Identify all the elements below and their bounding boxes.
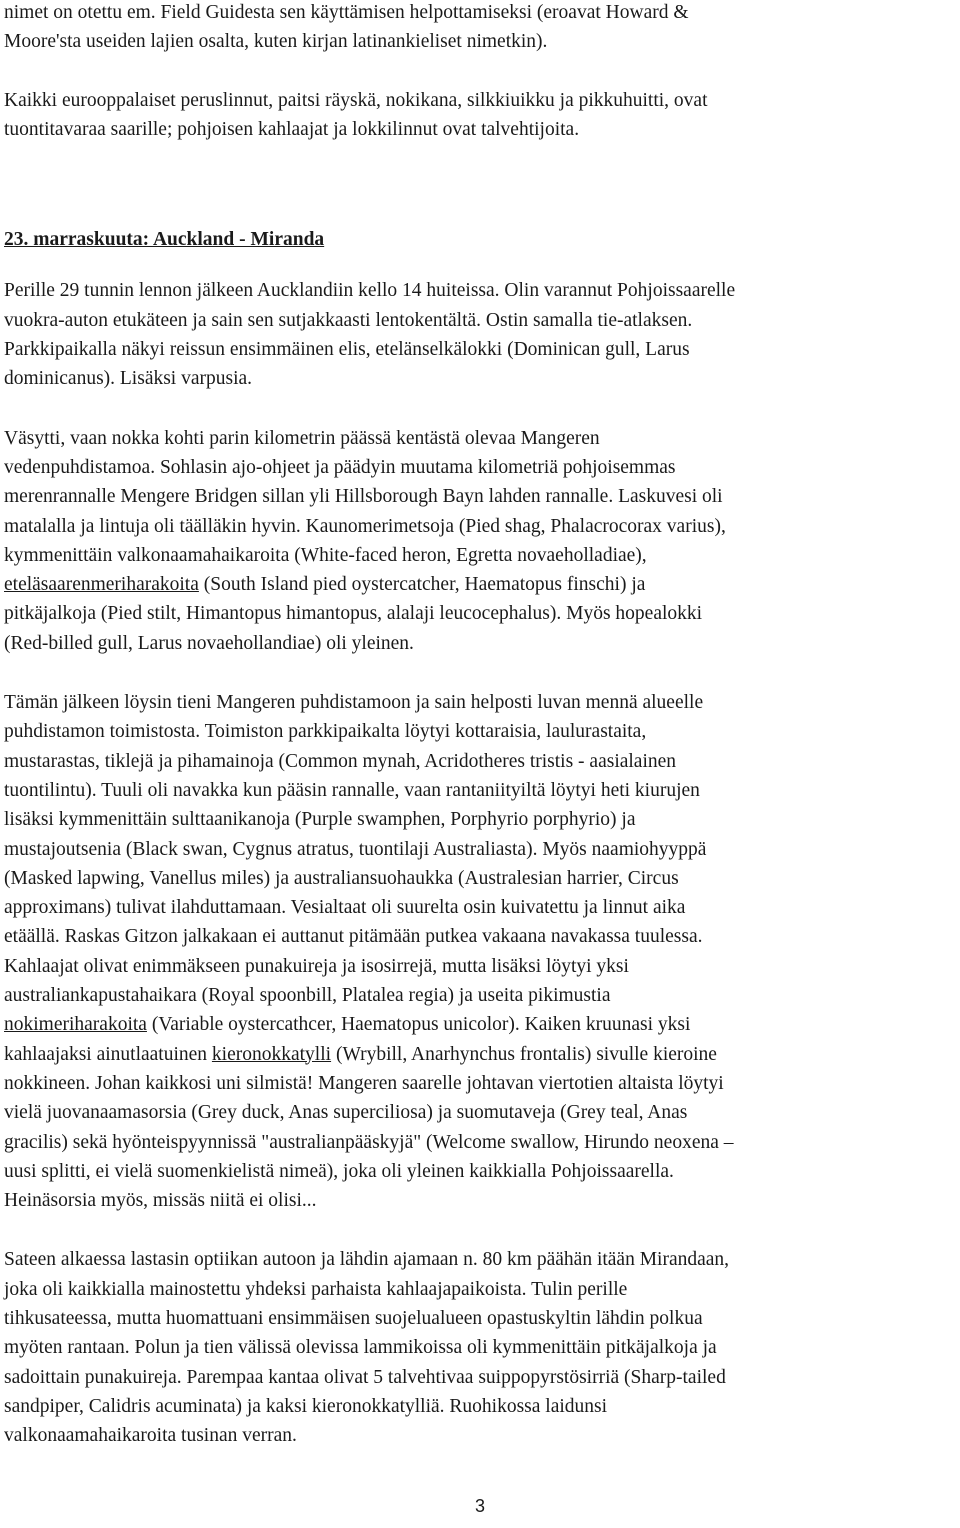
text-fragment: (Variable oystercathcer, Haematopus unicolor). Kaiken kruunasi yksi	[146, 1014, 691, 1036]
text-fragment: kahlaajaksi ainutlaatuinen	[4, 1043, 212, 1065]
text-line: vedenpuhdistamoa. Sohlasin ajo-ohjeet ja päädyin muutama kilometriä pohjoisemmas	[4, 456, 676, 478]
text-fragment: (Wrybill, Anarhynchus frontalis) sivulle kieroine	[331, 1043, 717, 1065]
text-line: (Red-billed gull, Larus novaehollandiae) oli yleinen.	[4, 632, 414, 654]
text-line: merenrannalle Mengere Bridgen sillan yli Hillsborough Bayn lahden rannalle. Laskuvesi oli	[4, 486, 723, 508]
text-line: nimet on otettu em. Field Guidesta sen käyttämisen helpottamiseksi (eroavat Howard &	[4, 2, 689, 23]
text-line: Heinäsorsia myös, missäs niitä ei olisi...	[4, 1190, 317, 1212]
text-line: etäällä. Raskas Gitzon jalkakaan ei auttanut pitämään putkea vakaana navakassa tuulessa.	[4, 926, 703, 948]
text-line: (Masked lapwing, Vanellus miles) ja australiansuohaukka (Australesian harrier, Circus	[4, 867, 679, 889]
text-line: sadoittain punakuireja. Parempaa kantaa olivat 5 talvehtivaa suippopyrstösirriä (Sharp-tailed	[4, 1366, 726, 1388]
text-line: lisäksi kymmenittäin sulttaanikanoja (Purple swamphen, Porphyrio porphyrio) ja	[4, 809, 636, 831]
species-link-variable-oystercatcher[interactable]: nokimeriharakoita	[4, 1014, 147, 1036]
text-line: australiankapustahaikara (Royal spoonbill, Platalea regia) ja useita pikimustia	[4, 985, 611, 1007]
text-line: sandpiper, Calidris acuminata) ja kaksi kieronokkatylliä. Ruohikossa laidunsi	[4, 1395, 608, 1417]
text-line: Moore'sta useiden lajien osalta, kuten kirjan latinankieliset nimetkin).	[4, 31, 548, 53]
mangere-paragraph	[4, 424, 956, 658]
text-line: mustarastas, tiklejä ja pihamainoja (Common mynah, Acridotheres tristis - aasialainen	[4, 750, 677, 772]
text-line: Tämän jälkeen löysin tieni Mangeren puhdistamoon ja sain helposti luvan mennä alueelle	[4, 692, 704, 714]
arrival-paragraph	[4, 276, 956, 393]
text-line: uusi splitti, ei vielä suomenkielistä nimeä), joka oli yleinen kaikkialla Pohjoissaarella.	[4, 1160, 674, 1182]
text-line	[4, 1040, 956, 1069]
text-line	[4, 1010, 956, 1039]
text-line: Perille 29 tunnin lennon jälkeen Aucklandiin kello 14 huiteissa. Olin varannut Pohjoissaarelle	[4, 280, 736, 302]
text-line: matalalla ja lintuja oli täälläkin hyvin. Kaunomerimetsoja (Pied shag, Phalacrocorax varius),	[4, 515, 726, 537]
text-fragment: (South Island pied oystercatcher, Haematopus finschi) ja	[198, 574, 646, 596]
text-line: myöten rantaan. Polun ja tien välissä olevissa lammikoissa oli kymmenittäin pitkäjalkoja ja	[4, 1337, 717, 1359]
miranda-paragraph	[4, 1245, 956, 1450]
document-page	[4, 0, 956, 1450]
species-link-south-island-pied-oystercatcher[interactable]: eteläsaarenmeriharakoita	[4, 574, 199, 596]
text-line	[4, 570, 956, 599]
treatment-plant-paragraph	[4, 688, 956, 1215]
text-line: tuontilintu). Tuuli oli navakka kun pääsin rannalle, vaan rantaniityiltä löytyi heti kiurujen	[4, 779, 700, 801]
text-line: pitkäjalkoja (Pied stilt, Himantopus himantopus, alalaji leucocephalus). Myös hopealokki	[4, 603, 703, 625]
text-line: vielä juovanaamasorsia (Grey duck, Anas superciliosa) ja suomutaveja (Grey teal, Anas	[4, 1102, 688, 1124]
text-line: kymmenittäin valkonaamahaikaroita (White-faced heron, Egretta novaeholladiae),	[4, 544, 647, 566]
text-line: valkonaamahaikaroita tusinan verran.	[4, 1425, 297, 1447]
text-line: dominicanus). Lisäksi varpusia.	[4, 368, 253, 390]
species-link-wrybill[interactable]: kieronokkatylli	[211, 1043, 332, 1065]
european-birds-paragraph	[4, 86, 956, 145]
text-line: mustajoutsenia (Black swan, Cygnus atratus, tuontilaji Australiasta). Myös naamiohyyppä	[4, 838, 707, 860]
text-line: puhdistamon toimistosta. Toimiston parkkipaikalta löytyi kottaraisia, laulurastaita,	[4, 721, 647, 743]
text-line: Kahlaajat olivat enimmäkseen punakuireja ja isosirrejä, mutta lisäksi löytyi yksi	[4, 955, 629, 977]
text-line: gracilis) sekä hyönteispyynnissä "australianpääskyjä" (Welcome swallow, Hirundo neoxena –	[4, 1131, 734, 1153]
text-line: nokkineen. Johan kaikkosi uni silmistä! Mangeren saarelle johtavan viertotien altaista löytyi	[4, 1072, 724, 1094]
text-line: Sateen alkaessa lastasin optiikan autoon ja lähdin ajamaan n. 80 km päähän itään Mirandaan,	[4, 1249, 730, 1271]
text-line: Väsytti, vaan nokka kohti parin kilometrin päässä kentästä olevaa Mangeren	[4, 427, 600, 449]
text-line: approximans) tulivat ilahduttamaan. Vesialtaat oli suurelta osin kuivatettu ja linnut aika	[4, 897, 686, 919]
intro-paragraph	[4, 0, 956, 57]
page-number: 3	[474, 1496, 485, 1516]
text-line: Parkkipaikalla näkyi reissun ensimmäinen elis, etelänselkälokki (Dominican gull, Larus	[4, 339, 690, 361]
text-line: tuontitavaraa saarille; pohjoisen kahlaajat ja lokkilinnut ovat talvehtijoita.	[4, 118, 580, 140]
text-line: joka oli kaikkialla mainostettu yhdeksi parhaista kahlaajapaikoista. Tulin perille	[4, 1278, 628, 1300]
section-heading: 23. marraskuuta: Auckland - Miranda	[4, 229, 325, 251]
text-line: Kaikki eurooppalaiset peruslinnut, paitsi räyskä, nokikana, silkkiuikku ja pikkuhuitti, ovat	[4, 89, 708, 111]
text-line: tihkusateessa, mutta huomattuani ensimmäisen suojelualueen opastuskyltin lähdin polkua	[4, 1307, 703, 1329]
text-line: vuokra-auton etukäteen ja sain sen sutjakkaasti lentokentältä. Ostin samalla tie-atlaksen.	[4, 309, 693, 331]
